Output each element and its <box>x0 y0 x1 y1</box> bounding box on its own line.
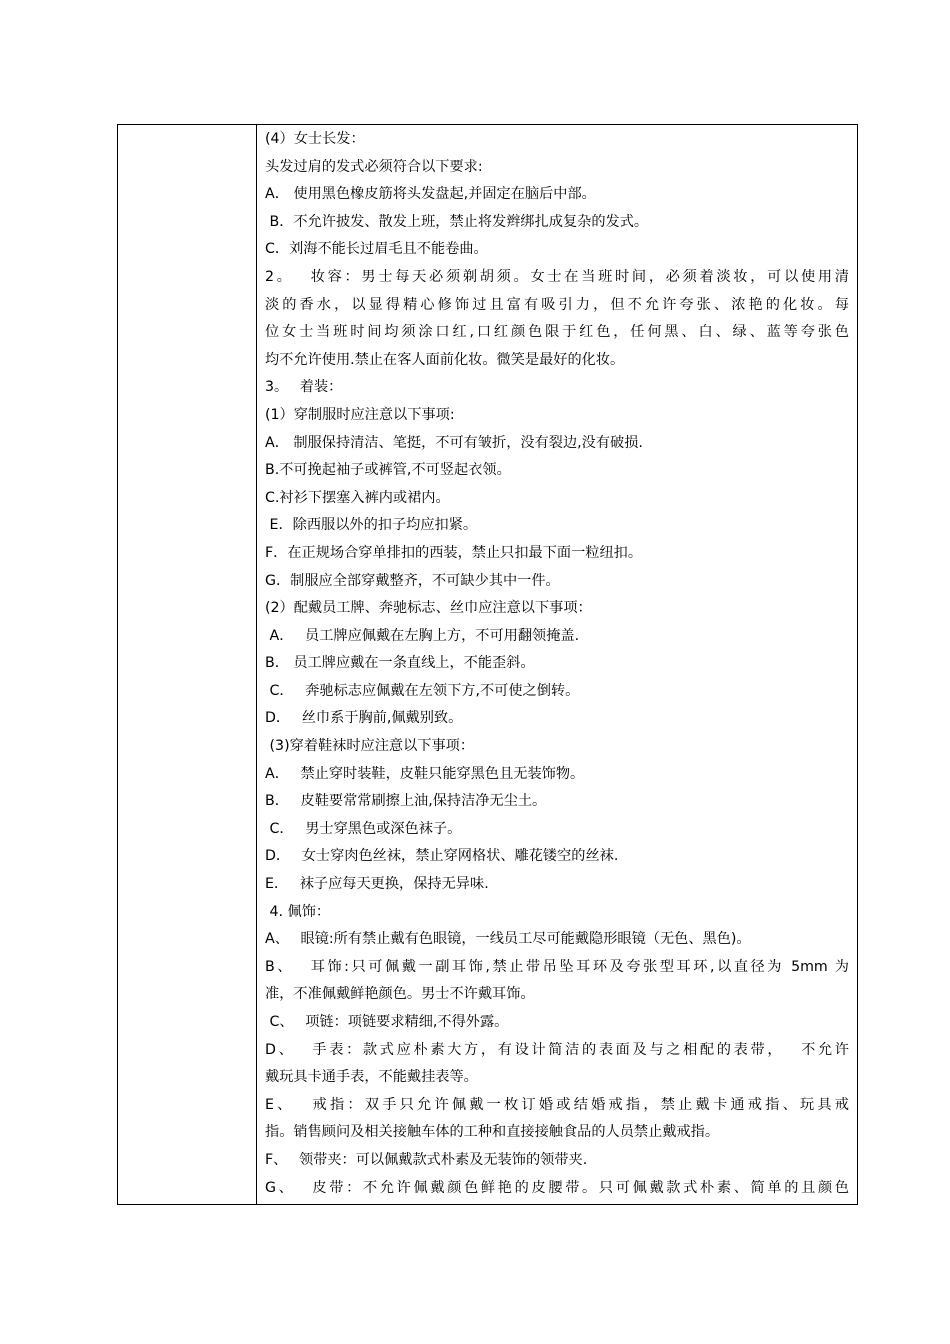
text-line: 戴玩具卡通手表，不能戴挂表等。 <box>265 1069 478 1086</box>
text-line: 头发过肩的发式必须符合以下要求: <box>265 158 483 175</box>
text-line: C.衬衫下摆塞入裤内或裙内。 <box>265 489 450 506</box>
text-line: A． 员工牌应佩戴在左胸上方，不可用翻领掩盖. <box>265 627 580 644</box>
text-line: E．除西服以外的扣子均应扣紧。 <box>265 517 478 534</box>
text-line: (1）穿制服时应注意以下事项: <box>265 406 455 423</box>
text-line: A． 使用黑色橡皮筋将头发盘起,并固定在脑后中部。 <box>265 186 596 203</box>
text-line: 位女士当班时间均须涂口红,口红颜色限于红色，任何黑、白、绿、蓝等夸张色 <box>265 324 849 341</box>
text-line: F．在正规场合穿单排扣的西装，禁止只扣最下面一粒纽扣。 <box>265 544 643 561</box>
text-line: F、 领带夹：可以佩戴款式朴素及无装饰的领带夹. <box>265 1151 588 1168</box>
text-line: C． 奔驰标志应佩戴在左领下方,不可使之倒转。 <box>265 682 580 699</box>
text-line: 准，不准佩戴鲜艳颜色。男士不许戴耳饰。 <box>265 986 535 1003</box>
text-line: D、 手表：款式应朴素大方，有设计简洁的表面及与之相配的表带， 不允许 <box>265 1041 849 1058</box>
text-line: 均不允许使用.禁止在客人面前化妆。微笑是最好的化妆。 <box>265 351 625 368</box>
text-line: C．刘海不能长过眉毛且不能卷曲。 <box>265 241 488 258</box>
text-line: G．制服应全部穿戴整齐，不可缺少其中一件。 <box>265 572 560 589</box>
text-line: 淡的香水，以显得精心修饰过且富有吸引力，但不允许夸张、浓艳的化妆。每 <box>265 296 849 313</box>
text-line: A． 制服保持清洁、笔挺，不可有皱折，没有裂边,没有破损. <box>265 434 643 451</box>
text-line: A． 禁止穿时装鞋，皮鞋只能穿黑色且无装饰物。 <box>265 765 585 782</box>
text-line: D． 丝巾系于胸前,佩戴别致。 <box>265 710 463 727</box>
text-line: (3)穿着鞋袜时应注意以下事项： <box>265 738 475 755</box>
text-line: 指。销售顾问及相关接触车体的工种和直接接触食品的人员禁止戴戒指。 <box>265 1124 720 1141</box>
text-line: 3。 着装： <box>265 379 343 396</box>
text-line: E、 戒指：双手只允许佩戴一枚订婚或结婚戒指，禁止戴卡通戒指、玩具戒 <box>265 1096 849 1113</box>
text-line: D． 女士穿肉色丝袜，禁止穿网格状、雕花镂空的丝袜. <box>265 848 619 865</box>
text-line: (2）配戴员工牌、奔驰标志、丝巾应注意以下事项： <box>265 600 592 617</box>
text-line: B.不可挽起袖子或裤管,不可竖起衣领。 <box>265 462 511 479</box>
text-line: G、 皮带：不允许佩戴颜色鲜艳的皮腰带。只可佩戴款式朴素、简单的且颜色 <box>265 1179 849 1196</box>
text-line: (4）女士长发： <box>265 131 365 147</box>
text-line: B． 员工牌应戴在一条直线上，不能歪斜。 <box>265 655 535 672</box>
text-line: B、 耳饰:只可佩戴一副耳饰,禁止带吊坠耳环及夸张型耳环,以直径为 5mm 为 <box>265 958 849 975</box>
text-line: B． 皮鞋要常常刷擦上油,保持洁净无尘土。 <box>265 793 547 810</box>
text-line: C． 男士穿黑色或深色袜子。 <box>265 820 462 837</box>
text-line: B．不允许披发、散发上班，禁止将发辫绑扎成复杂的发式。 <box>265 213 649 230</box>
table-left-cell <box>118 125 257 1204</box>
table-content-cell <box>257 125 857 1204</box>
text-line: E． 袜子应每天更换，保持无异味. <box>265 876 489 893</box>
document-table <box>117 124 858 1205</box>
text-line: 4. 佩饰： <box>265 903 331 920</box>
text-line: A、 眼镜:所有禁止戴有色眼镜，一线员工尽可能戴隐形眼镜（无色、黑色)。 <box>265 931 751 948</box>
text-line: 2。 妆容：男士每天必须剃胡须。女士在当班时间，必须着淡妆，可以使用清 <box>265 268 849 285</box>
text-line: C、 项链：项链要求精细,不得外露。 <box>265 1014 509 1030</box>
